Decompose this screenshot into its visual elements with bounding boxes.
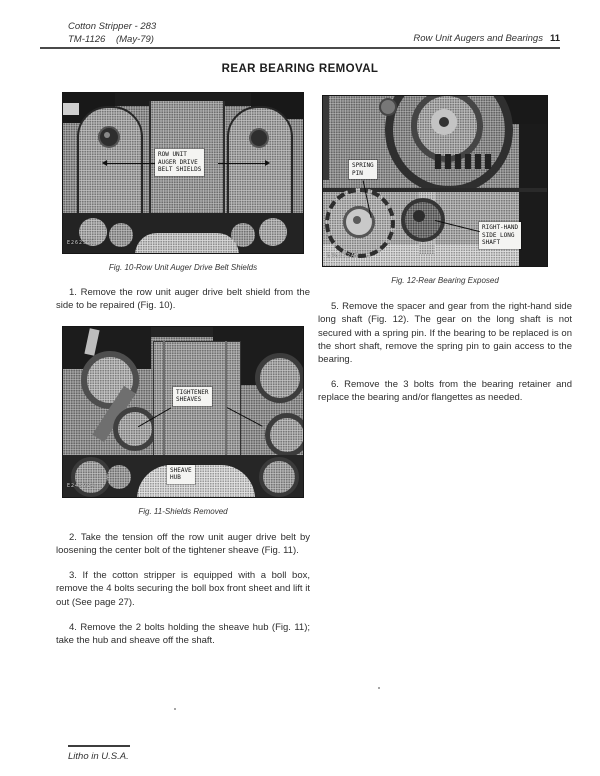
callout-line: TIGHTENER: [176, 388, 209, 396]
callout-tightener-sheaves: [173, 387, 212, 406]
ground-highlight: [137, 465, 255, 498]
doc-ref: [68, 34, 156, 47]
callout-leader-left: [107, 163, 155, 164]
step-4: 4. Remove the 2 bolts holding the sheave hub (Fig. 11); take the hub and sheave off the shaft.: [56, 621, 310, 647]
callout-line: SPRING: [352, 162, 374, 169]
right-tightener-sheave: [265, 413, 304, 457]
doc-ref-number: TM-1126: [68, 33, 106, 45]
callout-line: SHEAVE: [170, 466, 192, 474]
header-rule: [40, 47, 560, 49]
figure-11-caption: Fig. 11-Shields Removed: [138, 506, 228, 516]
callout-line: HUB: [170, 474, 181, 482]
step-2: 2. Take the tension off the row unit auger drive belt by loosening the center bolt of the tightener sheave (Fig. 11).: [56, 531, 310, 557]
figure-12-photo: [322, 95, 548, 267]
print-speck: [174, 708, 176, 710]
callout-line: BELT SHIELDS: [158, 166, 202, 173]
callout-line: SHEAVES: [176, 396, 202, 404]
callout-spring-pin: [349, 160, 377, 179]
footer-rule: [68, 745, 130, 747]
vent-slot: [465, 154, 471, 169]
section-title: Row Unit Augers and Bearings: [413, 33, 543, 44]
callout-line: PIN: [352, 169, 363, 177]
photo-id: E245924: [67, 483, 96, 490]
right-shield-bolt: [249, 128, 269, 148]
step-5: 5. Remove the spacer and gear from the right-hand side long shaft (Fig. 12). The gear on the long shaft is not secured with a spring pin. If the bearing to be replaced is on the short shaft, remove the spring pin to gain access to the bearing.: [318, 301, 572, 366]
page-number: 11: [549, 33, 560, 44]
photo-edge-shadow: [323, 96, 329, 180]
callout-line: SIDE LONG: [482, 231, 515, 239]
vent-slot: [455, 154, 461, 169]
callout-line: SHAFT: [482, 239, 501, 246]
left-tightener-sheave: [113, 407, 157, 451]
callout-line: RIGHT-HAND: [482, 224, 519, 231]
figure-10-caption: Fig. 10-Row Unit Auger Drive Belt Shields: [108, 263, 258, 272]
drive-pulley-bolt: [439, 117, 449, 127]
step-1: 1. Remove the row unit auger drive belt shield from the side to be repaired (Fig. 10).: [56, 287, 310, 312]
belt-streak: [163, 341, 165, 457]
callout-leader-right: [218, 163, 266, 164]
doc-title: Cotton Stripper - 283: [68, 21, 157, 32]
right-column: [318, 95, 572, 405]
vent-slot: [435, 154, 441, 169]
small-bolt: [379, 98, 397, 116]
figure-10-photo: [62, 92, 304, 254]
header-left: [68, 21, 156, 46]
callout-arrow-right-icon: [265, 160, 270, 166]
roller-wheel: [107, 465, 131, 489]
step-3: 3. If the cotton stripper is equipped with a boll box, remove the 4 bolts securing the boll box front sheet and lift it out (See page 27).: [56, 570, 310, 608]
figure-11-photo: [62, 326, 304, 498]
ground-highlight: [135, 233, 239, 254]
belt-streak: [225, 341, 227, 457]
litho-note: Litho in U.S.A.: [68, 751, 129, 762]
short-shaft-center: [413, 210, 425, 222]
left-column: [56, 92, 310, 647]
header-right: [413, 33, 560, 44]
page-title: REAR BEARING REMOVAL: [221, 63, 379, 75]
roller-wheel: [259, 218, 287, 246]
print-speck: [378, 687, 380, 689]
vent-slot: [485, 154, 491, 169]
callout-line: ROW UNIT: [158, 151, 187, 158]
photo-id: E46122A7: [327, 252, 360, 259]
step-6: 6. Remove the 3 bolts from the bearing retainer and replace the bearing and/or flangettes as needed.: [318, 379, 572, 404]
callout-belt-shields: [155, 149, 204, 176]
right-pulley: [255, 353, 304, 403]
callout-arrow-left-icon: [102, 160, 107, 166]
vent-slot: [445, 154, 451, 169]
roller-wheel: [109, 223, 133, 247]
photo-id: E262527: [67, 239, 96, 246]
callout-sheave-hub: [167, 465, 195, 484]
roller-wheel: [259, 457, 299, 497]
vent-slot: [475, 154, 481, 169]
callout-line: AUGER DRIVE: [158, 158, 198, 166]
doc-ref-date: (May-79): [115, 33, 154, 45]
left-shield-bolt-center: [104, 132, 110, 138]
callout-long-shaft: [479, 222, 521, 249]
photo-glint: [63, 103, 79, 115]
figure-12-caption: Fig. 12-Rear Bearing Exposed: [391, 276, 499, 285]
gear-center: [353, 216, 361, 224]
